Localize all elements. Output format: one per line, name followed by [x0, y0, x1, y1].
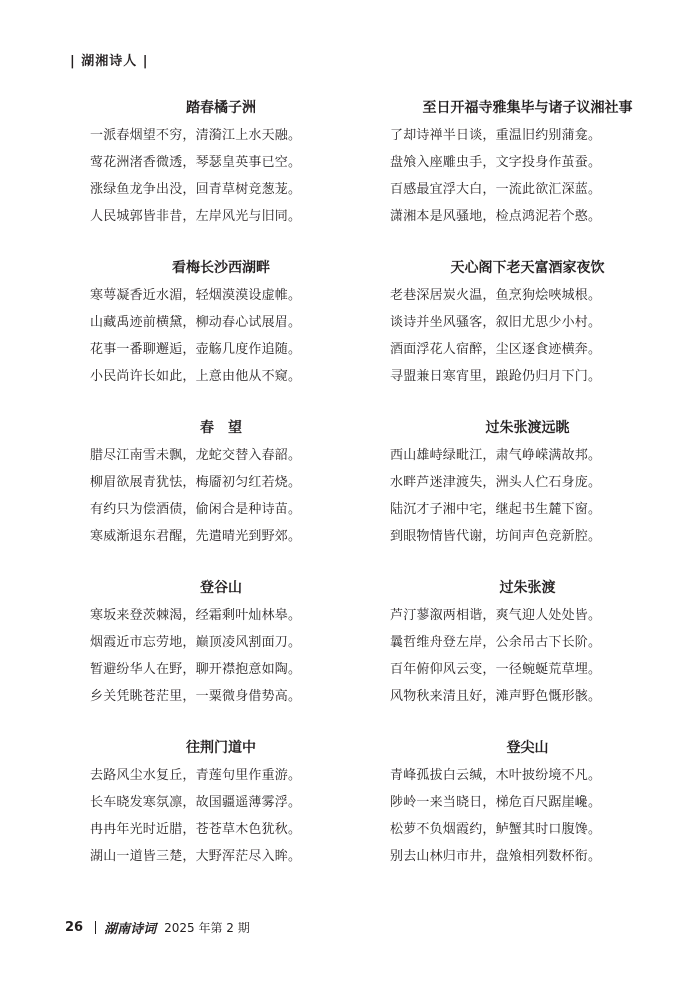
- poem-line: 有约只为偿酒债，偷闲合是种诗苗。: [90, 502, 302, 517]
- page-footer: [65, 918, 250, 937]
- issue-label: 2025 年第 2 期: [164, 921, 250, 935]
- poem-line: 青峰孤拔白云缄，木叶披纷境不凡。: [390, 768, 602, 783]
- page-number: 26: [65, 920, 84, 935]
- poem-line: 寻盟兼日寒宵里，踉跄仍归月下门。: [390, 369, 602, 384]
- poem: [90, 578, 340, 738]
- poem-line: 寒萼凝香近水湄，轻烟漠漠设虚帷。: [90, 288, 302, 303]
- poem-line: 曩哲维舟登左岸，公余吊古下长阶。: [390, 635, 602, 650]
- poem-line: 乡关凭眺苍茫里，一粟微身借势高。: [90, 689, 302, 704]
- poem-line: 寒威渐退东君醒，先遣晴光到野郊。: [90, 529, 302, 544]
- poem-line: 别去山林归市井，盘飧相列数杯衔。: [390, 849, 602, 864]
- poem-line: 了却诗禅半日谈，重温旧约别蒲龛。: [390, 128, 602, 143]
- poem: [390, 98, 640, 258]
- poem-line: 陟岭一来当晓日，梯危百尺踞崖巉。: [390, 795, 602, 810]
- poem-line: 松萝不负烟霞约，鲈蟹其时口腹馋。: [390, 822, 602, 837]
- poem-line: 潇湘本是风骚地，检点鸿泥若个憨。: [390, 209, 602, 224]
- poem-title: 登谷山: [200, 580, 242, 596]
- poem-line: 风物秋来清且好，滩声野色慨形骸。: [390, 689, 602, 704]
- poem-title: 看梅长沙西湖畔: [172, 260, 270, 276]
- left-column: [90, 98, 340, 898]
- poem-line: 冉冉年光时近腊，苍苍草木色犹秋。: [90, 822, 302, 837]
- poem-line: 长车晓发寒氛凛，故国疆遥薄雾浮。: [90, 795, 302, 810]
- right-column: [390, 98, 640, 898]
- poem-line: 寒坂来登茨棘渴，经霜剩叶灿林皋。: [90, 608, 302, 623]
- poem: [390, 418, 640, 578]
- poem-title: 过朱张渡: [499, 580, 556, 596]
- poem-line: 小民尚许长如此，上意由他从不窥。: [90, 369, 302, 384]
- poem-line: 老巷深居炭火温，鱼烹狗烩唊城根。: [390, 288, 602, 303]
- poem: [90, 98, 340, 258]
- poem-line: 山藏禹迹前横黛，柳动春心试展眉。: [90, 315, 302, 330]
- footer-divider: [95, 921, 96, 934]
- poem: [390, 578, 640, 738]
- poem-line: 水畔芦迷津渡失，洲头人伫石身庞。: [390, 475, 602, 490]
- journal-name: 湖南诗词: [104, 922, 157, 937]
- poem-line: 百感最宜浮大白，一流此欲汇深蓝。: [390, 182, 602, 197]
- poem-line: 涨绿鱼龙争出没，回青草树竞葱茏。: [90, 182, 302, 197]
- poem: [90, 258, 340, 418]
- poem-line: 柳眉欲展青犹怯，梅靥初匀红若烧。: [90, 475, 302, 490]
- section-tag: | 湖湘诗人 |: [70, 54, 149, 69]
- poem: [390, 258, 640, 418]
- poem-line: 去路风尘水复丘，青莲句里作重游。: [90, 768, 302, 783]
- poem-title: 过朱张渡远眺: [485, 420, 570, 436]
- poem: [390, 738, 640, 898]
- poem-line: 暂避纷华人在野，聊开襟抱意如陶。: [90, 662, 302, 677]
- poem-line: 莺花洲渚香微透，琴瑟皇英事已空。: [90, 155, 302, 170]
- poem-line: 百年俯仰风云变，一径蜿蜒荒草埋。: [390, 662, 602, 677]
- poem-title: 天心阁下老天富酒家夜饮: [450, 260, 605, 276]
- poem: [90, 738, 340, 898]
- poem-title: 春 望: [200, 420, 242, 436]
- poem-title: 往荆门道中: [186, 740, 256, 756]
- poem: [90, 418, 340, 578]
- poem-line: 湖山一道皆三楚，大野浑茫尽入眸。: [90, 849, 302, 864]
- poem-title: 至日开福寺雅集毕与诸子议湘社事: [422, 100, 633, 116]
- poem-line: 盘飧入座雕虫手，文字投身作茧蚕。: [390, 155, 602, 170]
- poem-line: 陆沉才子湘中宅，继起书生麓下窗。: [390, 502, 602, 517]
- poem-line: 谈诗并坐风骚客，叙旧尤思少小村。: [390, 315, 602, 330]
- poem-line: 烟霞近市忘劳地，巅顶凌风割面刀。: [90, 635, 302, 650]
- poem-line: 芦汀蓼溆两相谐，爽气迎人处处皆。: [390, 608, 602, 623]
- poem-line: 一派春烟望不穷，清漪江上水天融。: [90, 128, 302, 143]
- poem-title: 登尖山: [506, 740, 549, 756]
- poem-title: 踏春橘子洲: [186, 100, 256, 116]
- poem-line: 西山雄峙绿毗江，肃气峥嵘满故邦。: [390, 448, 602, 463]
- poem-line: 酒面浮花人宿醉，尘区逐食迹横奔。: [390, 342, 602, 357]
- poem-line: 花事一番聊邂逅，壶觞几度作追随。: [90, 342, 302, 357]
- poem-line: 到眼物情皆代谢，坊间声色竞新腔。: [390, 529, 602, 544]
- poem-line: 人民城郭皆非昔，左岸风光与旧同。: [90, 209, 302, 224]
- poem-line: 腊尽江南雪未飘，龙蛇交替入春韶。: [90, 448, 302, 463]
